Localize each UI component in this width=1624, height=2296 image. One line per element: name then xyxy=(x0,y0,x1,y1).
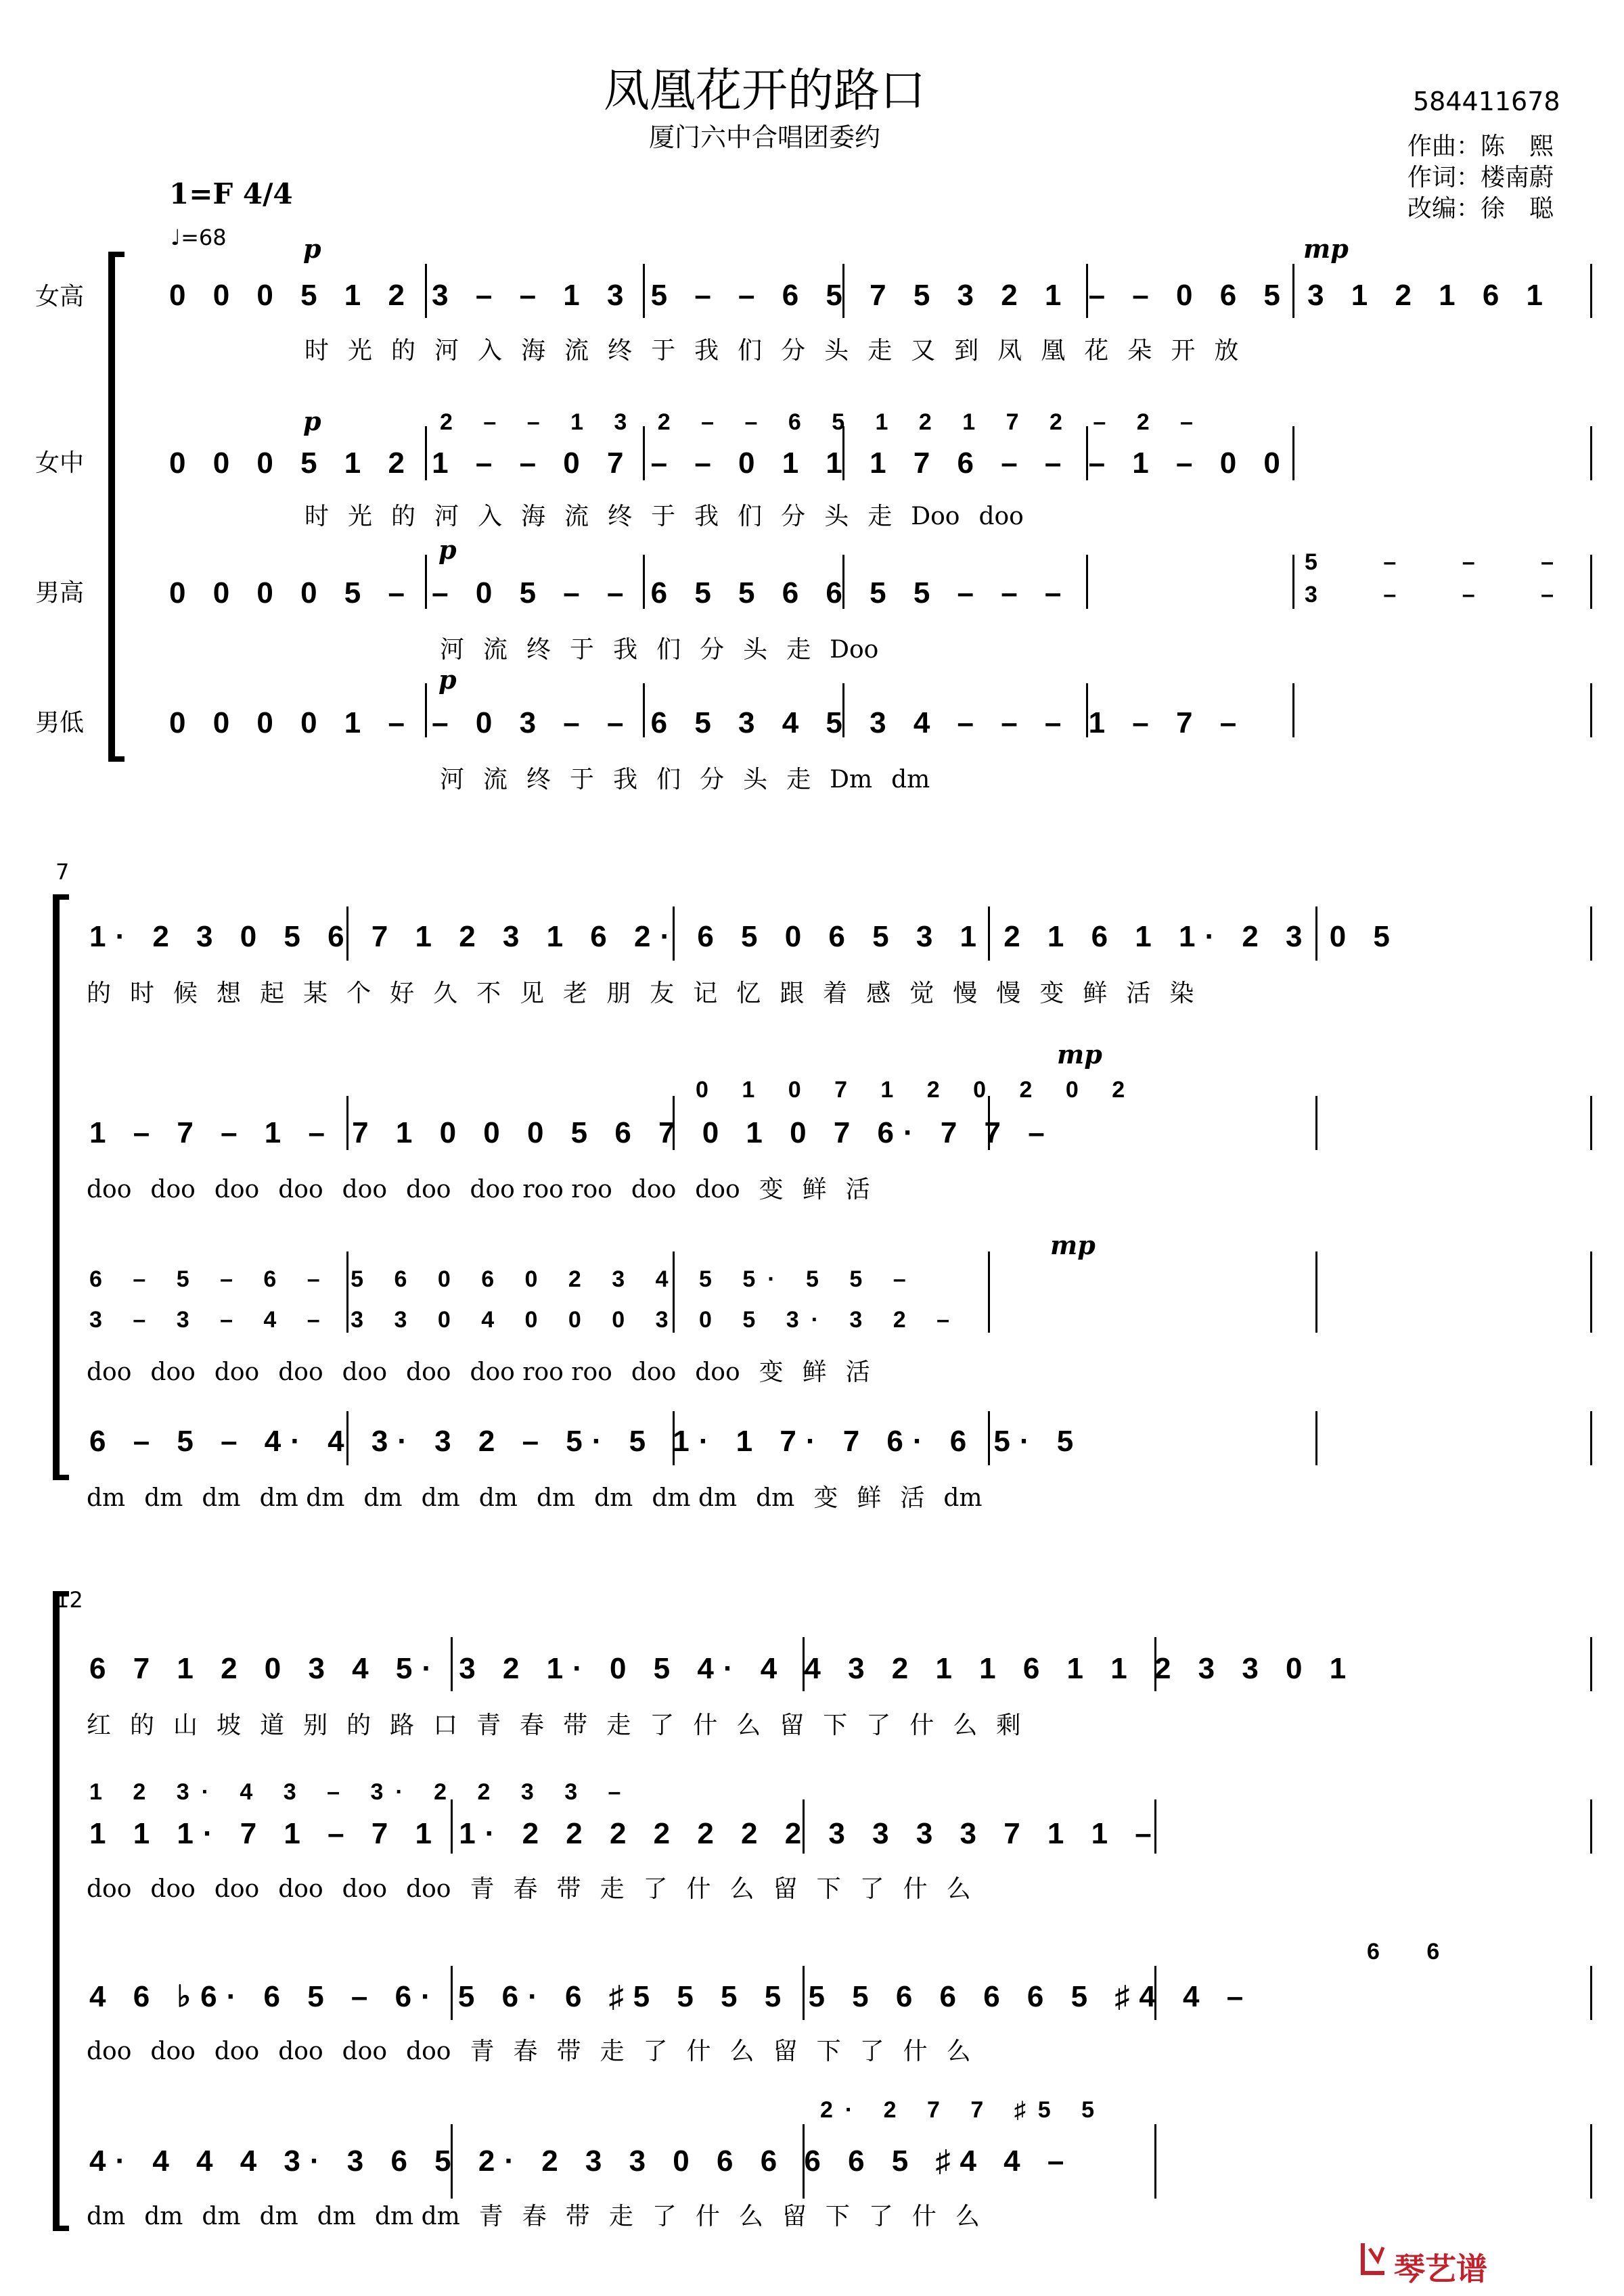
lyric-syllable: 我 xyxy=(613,766,638,794)
alto-notes: 0 0 0 5 1 2 1 – – 0 7 – – 0 1 1 1 7 6 – – – 1 – 0 0 xyxy=(169,446,1290,480)
lyric-syllable: 分 xyxy=(781,337,806,365)
lyric-syllable: 走 xyxy=(608,2203,633,2230)
lyric-syllable: 带 xyxy=(556,1875,581,1903)
lyric-syllable: 青 xyxy=(470,2038,495,2065)
lyric-syllable: doo xyxy=(406,2038,451,2065)
score-id: 584411678 xyxy=(1413,87,1560,116)
lyric-syllable: dm dm xyxy=(652,1484,738,1512)
lyric-syllable: 分 xyxy=(700,766,725,794)
lyric-syllable: 么 xyxy=(946,1875,971,1903)
lyric-syllable: dm xyxy=(259,2203,298,2230)
lyric-syllable: 好 xyxy=(390,980,415,1007)
composer-credit: 作曲：陈 熙 xyxy=(1407,133,1554,160)
lyric-syllable: 放 xyxy=(1214,337,1239,365)
lyric-syllable: 们 xyxy=(738,503,763,530)
barline xyxy=(1292,426,1294,480)
lyric-syllable: doo xyxy=(150,1176,196,1203)
lyric-syllable: 流 xyxy=(564,337,589,365)
lyric-syllable: 带 xyxy=(565,2203,590,2230)
lyric-syllable: 们 xyxy=(738,337,763,365)
dynamic-p: p xyxy=(303,406,321,436)
lyric-syllable: 的 xyxy=(87,980,112,1007)
lyric-syllable: 什 xyxy=(911,2203,937,2230)
lyric-syllable: dm xyxy=(536,1484,576,1512)
lyric-syllable: 终 xyxy=(526,636,551,664)
lyric-syllable: 春 xyxy=(520,1712,545,1739)
lyric-syllable: dm dm xyxy=(259,1484,345,1512)
lyric-syllable: 又 xyxy=(911,337,936,365)
lyric-syllable: 春 xyxy=(513,1875,538,1903)
lyric-syllable: 老 xyxy=(563,980,588,1007)
lyric-syllable: doo xyxy=(214,1358,260,1386)
barline xyxy=(1590,1411,1592,1465)
lyric-syllable: 口 xyxy=(433,1712,458,1739)
lyric-syllable: doo xyxy=(87,1875,132,1903)
lyric-syllable: 带 xyxy=(563,1712,588,1739)
lyric-syllable: 朵 xyxy=(1127,337,1152,365)
lyric-syllable: 我 xyxy=(694,337,719,365)
lyric-syllable: 走 xyxy=(600,1875,625,1903)
lyric-syllable: 入 xyxy=(478,337,503,365)
lyric-syllable: dm xyxy=(363,1484,403,1512)
lyric-syllable: 流 xyxy=(483,766,508,794)
barline xyxy=(1590,1799,1592,1854)
lyric-syllable: 走 xyxy=(600,2038,625,2065)
lyric-syllable: doo xyxy=(342,1358,388,1386)
lyric-syllable: 终 xyxy=(526,766,551,794)
lyric-syllable: 下 xyxy=(816,1875,841,1903)
lyric-syllable: 们 xyxy=(656,636,681,664)
lyric-syllable: 什 xyxy=(903,1875,928,1903)
barline xyxy=(1590,1637,1592,1691)
lyric-syllable: dm xyxy=(756,1484,795,1512)
barline xyxy=(1590,1966,1592,2020)
lyric-syllable: 了 xyxy=(643,2038,668,2065)
barline xyxy=(1154,2124,1156,2199)
lyric-syllable: 走 xyxy=(606,1712,631,1739)
lyric-syllable: doo xyxy=(214,1176,260,1203)
lyric-syllable: 的 xyxy=(130,1712,155,1739)
lyric-syllable: doo xyxy=(214,2038,260,2065)
bass-upper-notes: 2· 2 7 7 ♯5 5 xyxy=(820,2097,1107,2123)
lyric-syllable: 跟 xyxy=(780,980,805,1007)
lyric-syllable: 么 xyxy=(953,1712,978,1739)
lyric-syllable: doo xyxy=(278,2038,323,2065)
lyric-syllable: doo xyxy=(278,1358,323,1386)
lyric-syllable: Dm xyxy=(830,766,873,794)
lyric-syllable: dm xyxy=(891,766,930,794)
lyric-syllable: 了 xyxy=(652,2203,677,2230)
lyric-syllable: 了 xyxy=(866,1712,891,1739)
lyric-syllable: 久 xyxy=(433,980,458,1007)
lyric-syllable: 流 xyxy=(483,636,508,664)
lyric-syllable: 什 xyxy=(686,1875,711,1903)
barline xyxy=(1590,683,1592,737)
lyric-syllable: doo xyxy=(978,503,1024,530)
lyric-syllable: 起 xyxy=(260,980,285,1007)
lyric-syllable: 我 xyxy=(694,503,719,530)
tenor-lyrics xyxy=(440,630,897,665)
lyric-syllable: 光 xyxy=(348,503,373,530)
barline xyxy=(1292,555,1294,609)
lyric-syllable: 么 xyxy=(946,2038,971,2065)
bass-notes: 6 – 5 – 4· 4 3· 3 2 – 5· 5 1· 1 7· 7 6· 6 5· 5 xyxy=(89,1425,1083,1458)
lyric-syllable: 么 xyxy=(738,2203,763,2230)
lyric-syllable: doo xyxy=(87,2038,132,2065)
lyric-syllable: doo xyxy=(214,1875,260,1903)
lyric-syllable: 活 xyxy=(845,1176,870,1203)
bass-notes: 0 0 0 0 1 – – 0 3 – – 6 5 3 4 5 3 4 – – – 1 – 7 – xyxy=(169,706,1246,739)
bass-lyrics xyxy=(440,760,949,795)
lyric-syllable: 留 xyxy=(780,1712,805,1739)
lyric-syllable: 流 xyxy=(564,503,589,530)
lyric-syllable: 的 xyxy=(391,337,416,365)
lyric-syllable: 山 xyxy=(173,1712,198,1739)
lyric-syllable: 春 xyxy=(522,2203,547,2230)
lyric-syllable: doo xyxy=(150,1875,196,1903)
lyric-syllable: 走 xyxy=(786,766,811,794)
lyric-syllable: 头 xyxy=(743,636,768,664)
lyric-syllable: 忆 xyxy=(736,980,761,1007)
lyric-syllable: 着 xyxy=(823,980,848,1007)
tenor-notes: 4 6 ♭6· 6 5 – 6· 5 6· 6 ♯5 5 5 5 5 5 6 6 6 6 5 ♯4 4 – xyxy=(89,1980,1253,2013)
key-signature: 1=F 4/4 xyxy=(169,177,293,210)
lyric-syllable: 头 xyxy=(743,766,768,794)
lyric-syllable: 留 xyxy=(773,2038,798,2065)
lyric-syllable: 青 xyxy=(478,2203,503,2230)
alto-lyrics xyxy=(304,497,1043,532)
lyric-syllable: 了 xyxy=(859,2038,884,2065)
lyric-syllable: 时 xyxy=(304,337,330,365)
tenor-notes: 0 0 0 0 5 – – 0 5 – – 6 5 5 6 6 5 5 – – – xyxy=(169,576,1071,610)
lyric-syllable: dm xyxy=(87,1484,126,1512)
lyric-syllable: doo xyxy=(631,1358,677,1386)
qinyipu-logo-icon xyxy=(1360,2241,1387,2276)
lyric-syllable: 么 xyxy=(729,2038,754,2065)
measure-number: 7 xyxy=(55,859,70,885)
lyric-syllable: 于 xyxy=(651,503,676,530)
barline xyxy=(988,1252,990,1333)
barline xyxy=(1590,555,1592,609)
barline xyxy=(1292,683,1294,737)
lyric-syllable: 见 xyxy=(520,980,545,1007)
lyric-syllable: Doo xyxy=(911,503,960,530)
alto-lyrics xyxy=(87,1170,889,1205)
lyric-syllable: doo xyxy=(695,1176,740,1203)
lyric-syllable: 我 xyxy=(613,636,638,664)
dynamic-mp: mp xyxy=(1057,1039,1102,1070)
alto-notes: 1 – 7 – 1 – 7 1 0 0 0 5 6 7 0 1 0 7 6· 7 7 – xyxy=(89,1116,1054,1149)
lyric-syllable: 终 xyxy=(608,503,633,530)
lyric-syllable: 凤 xyxy=(997,337,1022,365)
lyric-syllable: 路 xyxy=(390,1712,415,1739)
lyric-syllable: doo xyxy=(150,2038,196,2065)
alto-lyrics xyxy=(87,1870,990,1904)
system-bracket xyxy=(53,1591,69,2231)
tenor-upper-notes: 5 – – – xyxy=(1305,549,1583,575)
part-label-alto: 女中 xyxy=(35,449,85,477)
barline xyxy=(1590,2124,1592,2199)
lyric-syllable: 海 xyxy=(521,337,546,365)
lyric-syllable: 头 xyxy=(824,503,849,530)
lyric-syllable: 友 xyxy=(650,980,675,1007)
arranger-credit: 改编：徐 聪 xyxy=(1407,195,1554,223)
lyric-syllable: doo xyxy=(695,1358,740,1386)
part-label-bass: 男低 xyxy=(35,709,85,737)
lyric-syllable: 下 xyxy=(823,1712,848,1739)
soprano-lyrics xyxy=(87,974,1213,1009)
lyric-syllable: doo xyxy=(278,1875,323,1903)
barline xyxy=(1590,906,1592,961)
lyric-syllable: doo xyxy=(278,1176,323,1203)
tenor-lyrics xyxy=(87,2032,990,2067)
barline xyxy=(1590,1096,1592,1150)
lyric-syllable: 变 xyxy=(1039,980,1064,1007)
system-bracket xyxy=(53,894,69,1480)
dynamic-p: p xyxy=(438,534,457,565)
alto-upper-notes: 2 – – 1 3 2 – – 6 5 1 2 1 7 2 – 2 – xyxy=(440,409,1205,435)
lyric-syllable: 河 xyxy=(440,766,465,794)
lyric-syllable: 慢 xyxy=(953,980,978,1007)
lyricist-credit: 作词：楼南蔚 xyxy=(1407,164,1554,191)
lyric-syllable: 开 xyxy=(1171,337,1196,365)
lyric-syllable: 走 xyxy=(867,337,893,365)
score-title: 凤凰花开的路口 xyxy=(603,64,926,118)
lyric-syllable: 青 xyxy=(476,1712,501,1739)
lyric-syllable: 别 xyxy=(303,1712,328,1739)
lyric-syllable: 某 xyxy=(303,980,328,1007)
lyric-syllable: dm xyxy=(202,1484,241,1512)
tenor-lower-notes: 3 – – – xyxy=(1305,582,1583,607)
lyric-syllable: 鲜 xyxy=(802,1176,827,1203)
lyric-syllable: 朋 xyxy=(606,980,631,1007)
soprano-lyrics xyxy=(304,331,1257,366)
soprano-notes: 1· 2 3 0 5 6 7 1 2 3 1 6 2· 6 5 0 6 5 3 1 2 1 6 1 1· 2 3 0 5 xyxy=(89,920,1399,953)
lyric-syllable: Doo xyxy=(830,636,879,664)
lyric-syllable: doo roo roo xyxy=(470,1358,612,1386)
lyric-syllable: 下 xyxy=(816,2038,841,2065)
lyric-syllable: 鲜 xyxy=(802,1358,827,1386)
lyric-syllable: 什 xyxy=(695,2203,720,2230)
lyric-syllable: 带 xyxy=(556,2038,581,2065)
lyric-syllable: doo xyxy=(406,1176,451,1203)
lyric-syllable: 慢 xyxy=(996,980,1021,1007)
lyric-syllable: 下 xyxy=(825,2203,850,2230)
lyric-syllable: 于 xyxy=(570,766,595,794)
lyric-syllable: 时 xyxy=(130,980,155,1007)
barline xyxy=(1315,1252,1317,1333)
lyric-syllable: 坡 xyxy=(217,1712,242,1739)
watermark-logo: 琴艺谱 xyxy=(1394,2251,1487,2287)
soprano-notes: 0 0 0 5 1 2 3 – – 1 3 5 – – 6 5 7 5 3 2 1 – – 0 6 5 3 1 2 1 6 1 xyxy=(169,279,1553,312)
lyric-syllable: dm xyxy=(943,1484,983,1512)
lyric-syllable: doo xyxy=(342,1176,388,1203)
lyric-syllable: 变 xyxy=(759,1358,784,1386)
barline xyxy=(1086,555,1088,609)
lyric-syllable: 青 xyxy=(470,1875,495,1903)
lyric-syllable: 么 xyxy=(736,1712,761,1739)
barline xyxy=(1315,1096,1317,1150)
lyric-syllable: 于 xyxy=(570,636,595,664)
lyric-syllable: 记 xyxy=(693,980,718,1007)
lyric-syllable: 分 xyxy=(700,636,725,664)
lyric-syllable: 感 xyxy=(866,980,891,1007)
part-label-soprano: 女高 xyxy=(35,283,85,311)
lyric-syllable: 了 xyxy=(859,1875,884,1903)
lyric-syllable: 的 xyxy=(391,503,416,530)
lyric-syllable: 海 xyxy=(521,503,546,530)
lyric-syllable: 染 xyxy=(1169,980,1194,1007)
lyric-syllable: dm xyxy=(421,1484,460,1512)
bass-notes: 4· 4 4 4 3· 3 6 5 2· 2 3 3 0 6 6 6 6 5 ♯4 4 – xyxy=(89,2144,1074,2178)
lyric-syllable: 河 xyxy=(434,503,459,530)
dynamic-p: p xyxy=(303,233,321,264)
tenor-upper-notes: 6 – 5 – 6 – 5 6 0 6 0 2 3 4 5 5· 5 5 – xyxy=(89,1266,918,1292)
dynamic-mp: mp xyxy=(1050,1230,1096,1260)
lyric-syllable: dm xyxy=(478,1484,518,1512)
lyric-syllable: dm xyxy=(594,1484,633,1512)
lyric-syllable: doo roo roo xyxy=(470,1176,612,1203)
alto-upper-notes: 0 1 0 7 1 2 0 2 0 2 xyxy=(696,1077,1139,1103)
lyric-syllable: dm xyxy=(87,2203,126,2230)
lyric-syllable: 分 xyxy=(781,503,806,530)
lyric-syllable: 什 xyxy=(903,2038,928,2065)
barline xyxy=(1590,1252,1592,1333)
lyric-syllable: dm xyxy=(317,2203,356,2230)
lyric-syllable: doo xyxy=(406,1358,451,1386)
barline xyxy=(1590,426,1592,480)
lyric-syllable: 活 xyxy=(1126,980,1151,1007)
lyric-syllable: 走 xyxy=(867,503,893,530)
lyric-syllable: 于 xyxy=(651,337,676,365)
part-label-tenor: 男高 xyxy=(35,579,85,607)
tenor-lower-notes: 3 – 3 – 4 – 3 3 0 4 0 0 0 3 0 5 3· 3 2 – xyxy=(89,1307,962,1333)
bass-lyrics xyxy=(87,1479,1001,1513)
lyric-syllable: 么 xyxy=(729,1875,754,1903)
lyric-syllable: 不 xyxy=(476,980,501,1007)
lyric-syllable: 光 xyxy=(348,337,373,365)
lyric-syllable: 了 xyxy=(650,1712,675,1739)
lyric-syllable: 了 xyxy=(643,1875,668,1903)
tempo-marking: ♩=68 xyxy=(171,225,227,250)
system-bracket xyxy=(108,252,125,762)
tenor-upper-notes: 6 6 xyxy=(1367,1939,1460,1965)
lyric-syllable: 剩 xyxy=(996,1712,1021,1739)
lyric-syllable: 变 xyxy=(759,1176,784,1203)
lyric-syllable: 留 xyxy=(773,1875,798,1903)
lyric-syllable: 留 xyxy=(782,2203,807,2230)
lyric-syllable: doo xyxy=(342,1875,388,1903)
lyric-syllable: 的 xyxy=(346,1712,371,1739)
lyric-syllable: dm xyxy=(144,2203,183,2230)
lyric-syllable: doo xyxy=(342,2038,388,2065)
alto-notes: 1 1 1· 7 1 – 7 1 1· 2 2 2 2 2 2 2 3 3 3 3 7 1 1 – xyxy=(89,1817,1161,1850)
lyric-syllable: 候 xyxy=(173,980,198,1007)
lyric-syllable: 觉 xyxy=(909,980,934,1007)
lyric-syllable: 个 xyxy=(346,980,371,1007)
lyric-syllable: doo xyxy=(87,1358,132,1386)
lyric-syllable: 春 xyxy=(513,2038,538,2065)
measure-number: 12 xyxy=(55,1587,83,1613)
lyric-syllable: dm xyxy=(202,2203,241,2230)
lyric-syllable: 红 xyxy=(87,1712,112,1739)
dynamic-mp: mp xyxy=(1303,233,1349,264)
lyric-syllable: dm dm xyxy=(374,2203,460,2230)
lyric-syllable: doo xyxy=(406,1875,451,1903)
barline xyxy=(1590,264,1592,318)
lyric-syllable: 走 xyxy=(786,636,811,664)
soprano-lyrics xyxy=(87,1706,1039,1741)
lyric-syllable: 鲜 xyxy=(857,1484,882,1512)
lyric-syllable: 终 xyxy=(608,337,633,365)
soprano-notes: 6 7 1 2 0 3 4 5· 3 2 1· 0 5 4· 4 4 3 2 1 1 6 1 1 2 3 3 0 1 xyxy=(89,1652,1356,1685)
lyric-syllable: 花 xyxy=(1084,337,1109,365)
alto-upper-notes: 1 2 3· 4 3 – 3· 2 2 3 3 – xyxy=(89,1779,633,1805)
lyric-syllable: 什 xyxy=(909,1712,934,1739)
lyric-syllable: 到 xyxy=(954,337,979,365)
lyric-syllable: 么 xyxy=(955,2203,980,2230)
lyric-syllable: 什 xyxy=(686,2038,711,2065)
barline xyxy=(1315,1411,1317,1465)
lyric-syllable: 想 xyxy=(217,980,242,1007)
lyric-syllable: doo xyxy=(631,1176,677,1203)
lyric-syllable: 头 xyxy=(824,337,849,365)
lyric-syllable: 河 xyxy=(440,636,465,664)
lyric-syllable: 变 xyxy=(813,1484,838,1512)
lyric-syllable: doo xyxy=(150,1358,196,1386)
lyric-syllable: 什 xyxy=(693,1712,718,1739)
lyric-syllable: 河 xyxy=(434,337,459,365)
tenor-lyrics xyxy=(87,1353,889,1387)
lyric-syllable: 入 xyxy=(478,503,503,530)
lyric-syllable: 道 xyxy=(260,1712,285,1739)
bass-lyrics xyxy=(87,2197,999,2232)
lyric-syllable: dm xyxy=(144,1484,183,1512)
lyric-syllable: 凰 xyxy=(1041,337,1066,365)
lyric-syllable: doo xyxy=(87,1176,132,1203)
dynamic-p: p xyxy=(438,664,457,695)
lyric-syllable: 们 xyxy=(656,766,681,794)
lyric-syllable: 时 xyxy=(304,503,330,530)
lyric-syllable: 了 xyxy=(868,2203,893,2230)
score-subtitle: 厦门六中合唱团委约 xyxy=(648,122,880,152)
lyric-syllable: 鲜 xyxy=(1083,980,1108,1007)
lyric-syllable: 活 xyxy=(845,1358,870,1386)
lyric-syllable: 活 xyxy=(900,1484,925,1512)
